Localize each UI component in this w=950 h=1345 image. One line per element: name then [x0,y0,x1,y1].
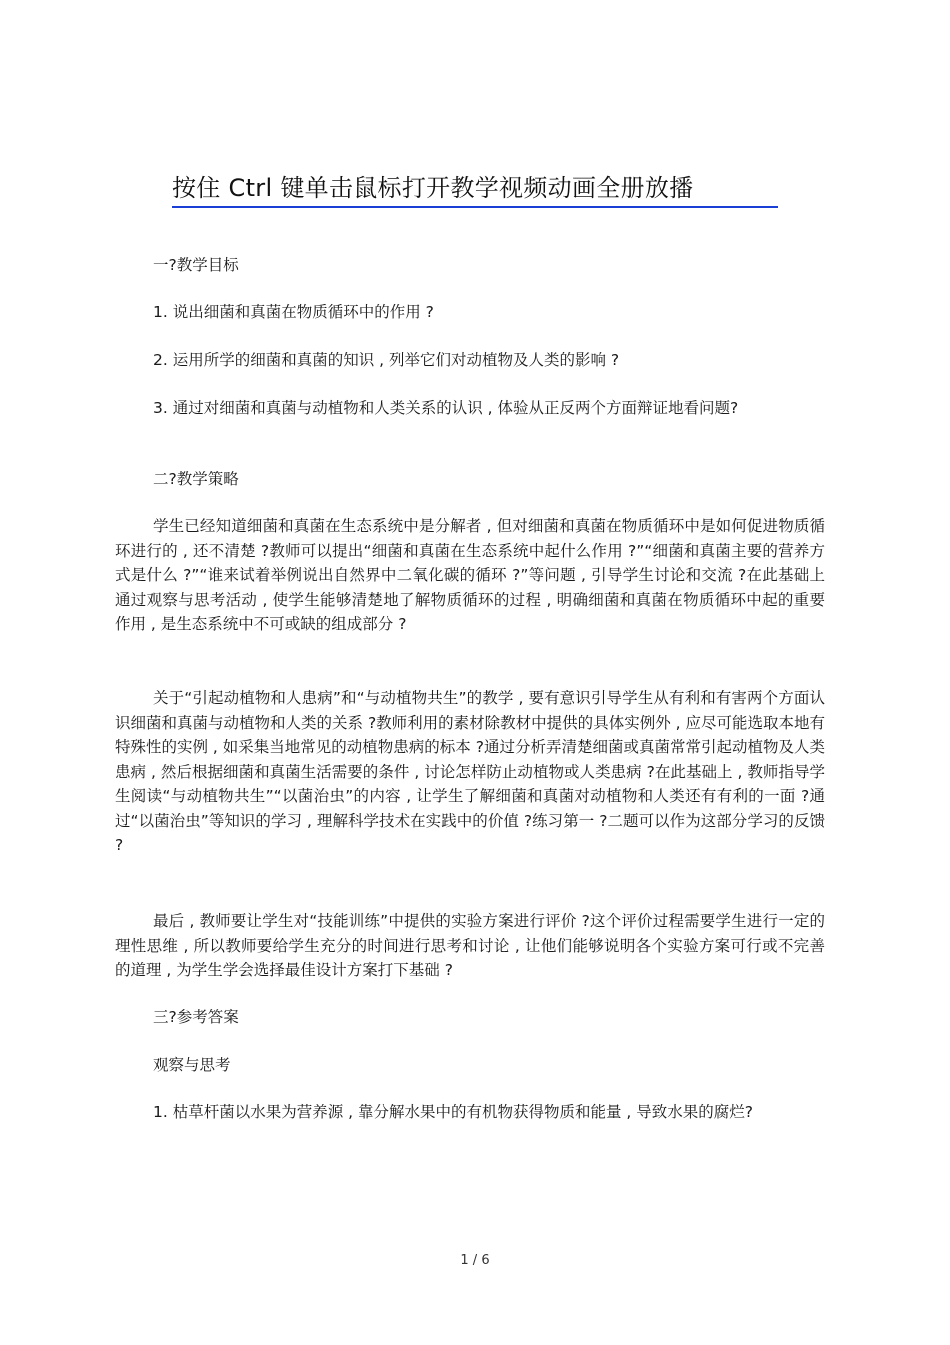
section-heading-objectives: 一?教学目标 [153,256,239,274]
page-indicator: 1 / 6 [460,1253,490,1268]
objective-item-2: 2. 运用所学的细菌和真菌的知识 , 列举它们对动植物及人类的影响 ? [153,351,620,369]
section-heading-strategy: 二?教学策略 [153,470,239,488]
strategy-paragraph-2: 关于“引起动植物和人患病”和“与动植物共生”的教学 , 要有意识引导学生从有利和有害两个方面认识细菌和真菌与动植物和人类的关系 ?教师利用的素材除教材中提供的具体实例外 , 应尽可能选取本地有特殊性的实例 , 如采集当地常见的动植物患病的标本 ?通过分析弄清楚细菌或真菌常常引起动植物及人类患病 , 然后根据细菌和真菌生活需要的条件 , 讨论怎样防止动植物或人类患病 ?在此基础上 , 教师指导学生阅读“与动植物共生”“以菌治虫”的内容 , 让学生了解细菌和真菌对动植物和人类还有有利的一面 ?通过“以菌治虫”等知识的学习 , 理解科学技术在实践中的价值 ?练习第一 ?二题可以作为这部分学习的反馈 ? [115,689,826,854]
strategy-paragraph-1: 学生已经知道细菌和真菌在生态系统中是分解者 , 但对细菌和真菌在物质循环中是如何促进物质循环进行的 , 还不清楚 ?教师可以提出“细菌和真菌在生态系统中起什么作用 ?”“细菌和真菌主要的营养方式是什么 ?”“谁来试着举例说出自然界中二氧化碳的循环 ?”等问题 , 引导学生讨论和交流 ?在此基础上通过观察与思考活动 , 使学生能够清楚地了解物质循环的过程 , 明确细菌和真菌在物质循环中起的重要作用 , 是生态系统中不可或缺的组成部分 ? [115,517,825,633]
strategy-paragraph-3: 最后 , 教师要让学生对“技能训练”中提供的实验方案进行评价 ?这个评价过程需要学生进行一定的理性思维 , 所以教师要给学生充分的时间进行思考和讨论 , 让他们能够说明各个实验方案可行或不完善的道理 , 为学生学会选择最佳设计方案打下基础 ? [115,912,825,979]
answer-item-1: 1. 枯草杆菌以水果为营养源 , 靠分解水果中的有机物获得物质和能量 , 导致水果的腐烂? [153,1103,754,1121]
section-heading-answers: 三?参考答案 [153,1008,239,1026]
objective-item-1: 1. 说出细菌和真菌在物质循环中的作用 ? [153,303,434,321]
subsection-heading-observe: 观察与思考 [153,1056,231,1074]
objective-item-3: 3. 通过对细菌和真菌与动植物和人类关系的认识 , 体验从正反两个方面辩证地看问题? [153,399,739,417]
title-link[interactable]: 按住 Ctrl 键单击鼠标打开教学视频动画全册放播 [172,172,778,208]
